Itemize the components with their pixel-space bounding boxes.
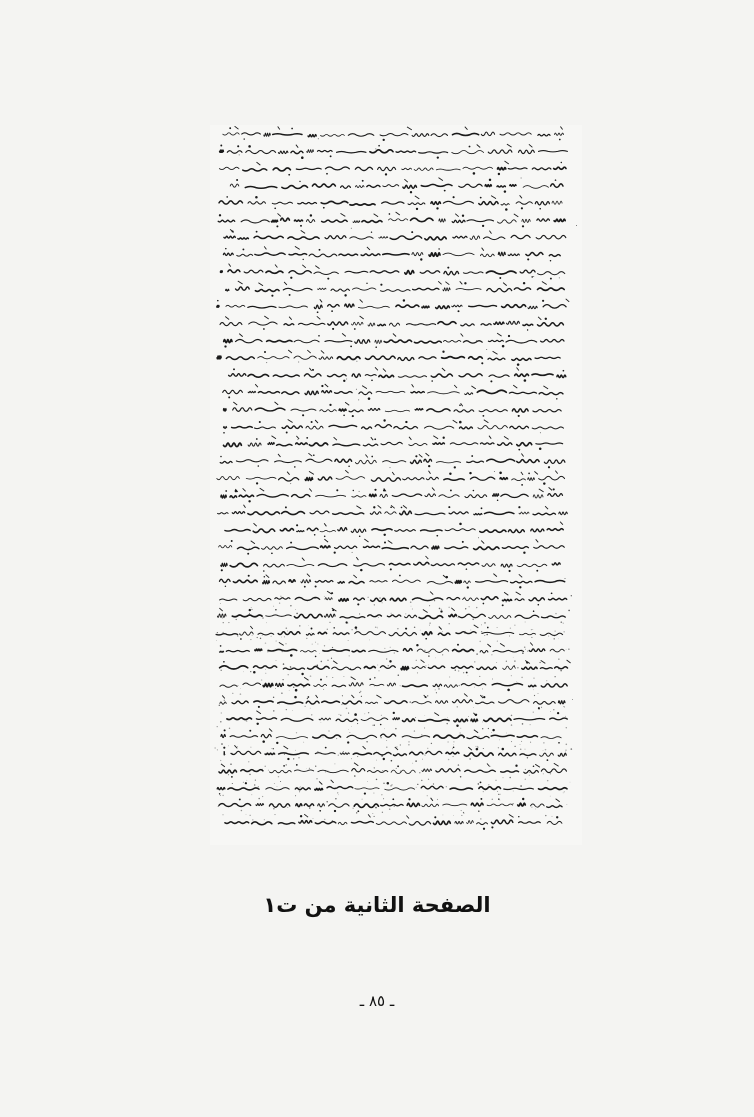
manuscript-line — [217, 470, 565, 486]
manuscript-line — [220, 694, 565, 710]
manuscript-line — [219, 161, 566, 176]
manuscript-line — [223, 419, 563, 433]
manuscript-line — [219, 798, 562, 812]
manuscript-line — [220, 591, 567, 606]
page-caption: الصفحة الثانية من ت١ — [263, 893, 491, 917]
manuscript-line — [223, 246, 560, 261]
manuscript-line — [221, 264, 565, 280]
manuscript-line — [229, 367, 566, 382]
manuscript-line — [230, 178, 563, 194]
manuscript-line — [219, 195, 562, 210]
manuscript-line — [223, 745, 566, 761]
manuscript-line — [224, 229, 566, 239]
manuscript-image — [210, 125, 582, 845]
manuscript-line — [223, 126, 564, 141]
manuscript-line — [221, 487, 563, 502]
manuscript-line — [220, 144, 568, 159]
manuscript-line — [221, 556, 561, 572]
manuscript-line — [223, 384, 563, 400]
manuscript-line — [217, 608, 565, 624]
manuscript-line — [218, 505, 568, 515]
manuscript-line — [220, 574, 565, 589]
manuscript-line — [217, 780, 567, 795]
manuscript-line — [219, 763, 567, 778]
manuscript-line — [224, 333, 564, 348]
manuscript-line — [216, 625, 562, 640]
manuscript-line — [225, 522, 563, 537]
manuscript-line — [223, 402, 561, 417]
manuscript-line — [218, 212, 565, 227]
manuscript-line — [226, 281, 565, 297]
manuscript-line — [220, 677, 567, 692]
manuscript-line — [219, 642, 564, 657]
manuscript-line — [225, 814, 562, 830]
manuscript-line — [220, 453, 565, 468]
manuscript-line — [220, 316, 563, 331]
manuscript-line — [224, 436, 563, 451]
manuscript-line — [217, 299, 570, 313]
page-number: ـ ٨٥ ـ — [359, 992, 395, 1010]
manuscript-line — [219, 539, 565, 555]
manuscript-line — [227, 711, 567, 727]
manuscript-line — [217, 350, 560, 366]
manuscript-line — [221, 729, 561, 744]
